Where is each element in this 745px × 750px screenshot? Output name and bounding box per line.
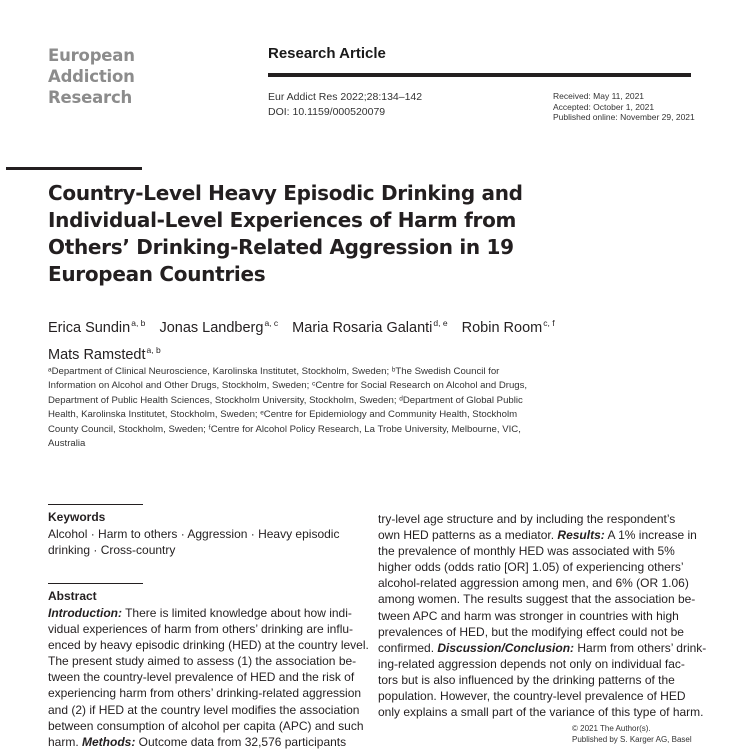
abstract-line: higher odds (odds ratio [OR] 1.05) of experiencing others’ [378, 560, 684, 575]
abstract-line: tween the country-level prevalence of HED and the risk of [48, 670, 355, 685]
received-date: Received: May 11, 2021 [553, 91, 645, 101]
published-date: Published online: November 29, 2021 [553, 112, 695, 122]
abstract-left-column [48, 605, 369, 749]
accepted-date: Accepted: October 1, 2021 [553, 101, 655, 112]
author[interactable]: Jonas Landberg$^{a, c}$ [159, 318, 279, 336]
copyright-notice [572, 723, 692, 745]
affiliation-line: Information on Alcohol and Other Drugs, Stockholm, Sweden; ᶜCentre for Social Research on Alcohol and Drugs, [48, 380, 528, 392]
abstract-right-column [378, 511, 707, 720]
keywords-line: Alcohol · Harm to others · Aggression · Heavy episodic [48, 527, 340, 541]
title-rule [6, 167, 142, 170]
author[interactable]: Erica Sundin$^{a, b}$ [48, 318, 146, 336]
abstract-line: and (2) if HED at the country level modifies the association [48, 702, 360, 717]
affiliation-line: County Council, Stockholm, Sweden; ᶠCentre for Alcohol Policy Research, La Trobe University, Melbourne, VIC, [48, 423, 521, 435]
journal-name [48, 45, 158, 108]
keywords-text [48, 526, 348, 558]
introduction-label: Introduction: [48, 606, 122, 620]
affiliations [48, 365, 578, 451]
title-line: Others’ Drinking-Related Aggression in 19 [48, 235, 514, 259]
title-line: European Countries [48, 262, 266, 286]
author-list [48, 312, 668, 366]
citation-block [268, 90, 422, 120]
article-type: Research Article [268, 45, 386, 62]
header-rule [268, 73, 691, 77]
author[interactable]: Mats Ramstedt$^{a, b}$ [48, 345, 161, 363]
abstract-line: try-level age structure and by including the respondent’s [378, 512, 676, 526]
abstract-line: own HED patterns as a mediator. Results: A 1% increase in [378, 528, 697, 543]
abstract-line: experiencing harm from others’ drinking-related aggression [48, 686, 362, 701]
title-line: Country-Level Heavy Episodic Drinking and [48, 181, 523, 205]
abstract-line: vidual experiences of harm from others’ drinking are influ- [48, 622, 354, 637]
abstract-line: The present study aimed to assess (1) the association be- [48, 654, 357, 669]
discussion-label: Discussion/Conclusion: [437, 640, 575, 655]
abstract-line: among women. The results suggest that the association be- [378, 592, 696, 607]
affiliation-line: Health, Karolinska Institutet, Stockholm, Sweden; ᵉCentre for Epidemiology and Community Health, Stockholm [48, 409, 518, 421]
affiliation-line: Department of Public Health Sciences, Stockholm University, Stockholm, Sweden; ᵈDepartment of Global Public [48, 394, 523, 406]
results-label: Results: [557, 528, 605, 543]
abstract-line: population. However, the country-level prevalence of HED [378, 689, 686, 704]
author[interactable]: Robin Room$^{c, f}$ [461, 318, 555, 336]
citation: Eur Addict Res 2022;28:134–142 [268, 91, 423, 103]
title-line: Individual-Level Experiences of Harm from [48, 208, 517, 232]
article-title [48, 180, 568, 288]
publisher: Published by S. Karger AG, Basel [572, 735, 692, 744]
abstract-line: prevalences of HED, but the modifying effect could not be [378, 624, 684, 639]
doi-link[interactable]: DOI: 10.1159/000520079 [268, 106, 386, 118]
abstract-line: the prevalence of monthly HED was associated with 5% [378, 544, 675, 559]
abstract-line: enced by heavy episodic drinking (HED) at the country level. [48, 638, 369, 653]
abstract-rule [48, 583, 143, 584]
author[interactable]: Maria Rosaria Galanti$^{d, e}$ [292, 318, 448, 336]
abstract-line: tors but is also influenced by the drinking patterns of the [378, 672, 675, 687]
methods-label: Methods: [82, 734, 136, 749]
abstract-line: only explains a small part of the variance of this type of harm. [378, 705, 704, 720]
keywords-heading: Keywords [48, 510, 106, 524]
abstract-heading: Abstract [48, 589, 97, 603]
abstract-line: Introduction: There is limited knowledge about how indi- [48, 606, 352, 620]
journal-name-line: Addiction [48, 67, 135, 86]
keywords-rule [48, 504, 143, 505]
publication-dates [553, 91, 695, 123]
copyright: © 2021 The Author(s). [572, 724, 651, 733]
abstract-line: ing-related aggression depends not only on individual fac- [378, 656, 685, 671]
abstract-line: harm. Methods: Outcome data from 32,576 participants [48, 734, 347, 749]
journal-name-line: Research [48, 88, 133, 107]
journal-name-line: European [48, 46, 135, 65]
affiliation-line: ᵃDepartment of Clinical Neuroscience, Karolinska Institutet, Stockholm, Sweden; ᵇThe Swedish Council for [48, 366, 500, 377]
keywords-line: drinking · Cross-country [48, 543, 176, 557]
abstract-line: alcohol-related aggression among men, and 6% (OR 1.06) [378, 576, 689, 591]
abstract-line: tween APC and harm was stronger in countries with high [378, 608, 679, 623]
abstract-line: between consumption of alcohol per capita (APC) and such [48, 718, 364, 733]
affiliation-line: Australia [48, 438, 86, 450]
abstract-line: confirmed. Discussion/Conclusion: Harm from others’ drink- [378, 640, 707, 655]
